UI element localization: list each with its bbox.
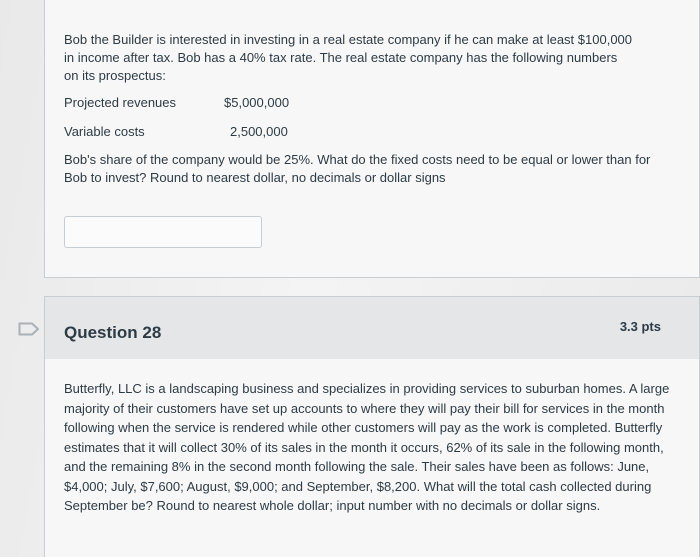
question-27-prompt: Bob's share of the company would be 25%. What do the fixed costs need to be equal or lower than for Bob to invest? Round to nearest dollar, no decimals or dollar signs: [64, 152, 651, 185]
question-27-intro: Bob the Builder is interested in investing in a real estate company if he can make at least $100,000 in income after tax. Bob has a 40% tax rate. The real estate company has the following numbers on its prospectus:: [64, 32, 633, 83]
answer-input[interactable]: [64, 216, 262, 248]
prospectus-label: Variable costs: [64, 124, 145, 139]
question-28-header: [44, 296, 700, 360]
prospectus-value: 2,500,000: [230, 124, 288, 139]
question-27-card: [44, 0, 700, 278]
prospectus-label: Projected revenues: [64, 95, 177, 110]
flag-question-icon[interactable]: [18, 322, 40, 336]
prospectus-value: $5,000,000: [224, 95, 290, 110]
question-28-body: [44, 359, 700, 557]
question-title: Question 28: [64, 323, 162, 342]
question-28-text: Butterfly, LLC is a landscaping business and specializes in providing services to suburban homes. A large majority of their customers have set up accounts to where they will pay their bill for services in the month following when the service is rendered while other customers will pay as the work is completed. Butterfly estimates that it will collect 30% of its sales in the month it occurs, 62% of its sale in the following month, and the remaining 8% in the second month following the sale. Their sales have been as follows: June, $4,000; July, $7,600; August, $9,000; and September, $8,200. What will the total cash collected during September be? Round to nearest whole dollar; input number with no decimals or dollar signs.: [64, 381, 670, 513]
question-points: 3.3 pts: [619, 319, 661, 334]
